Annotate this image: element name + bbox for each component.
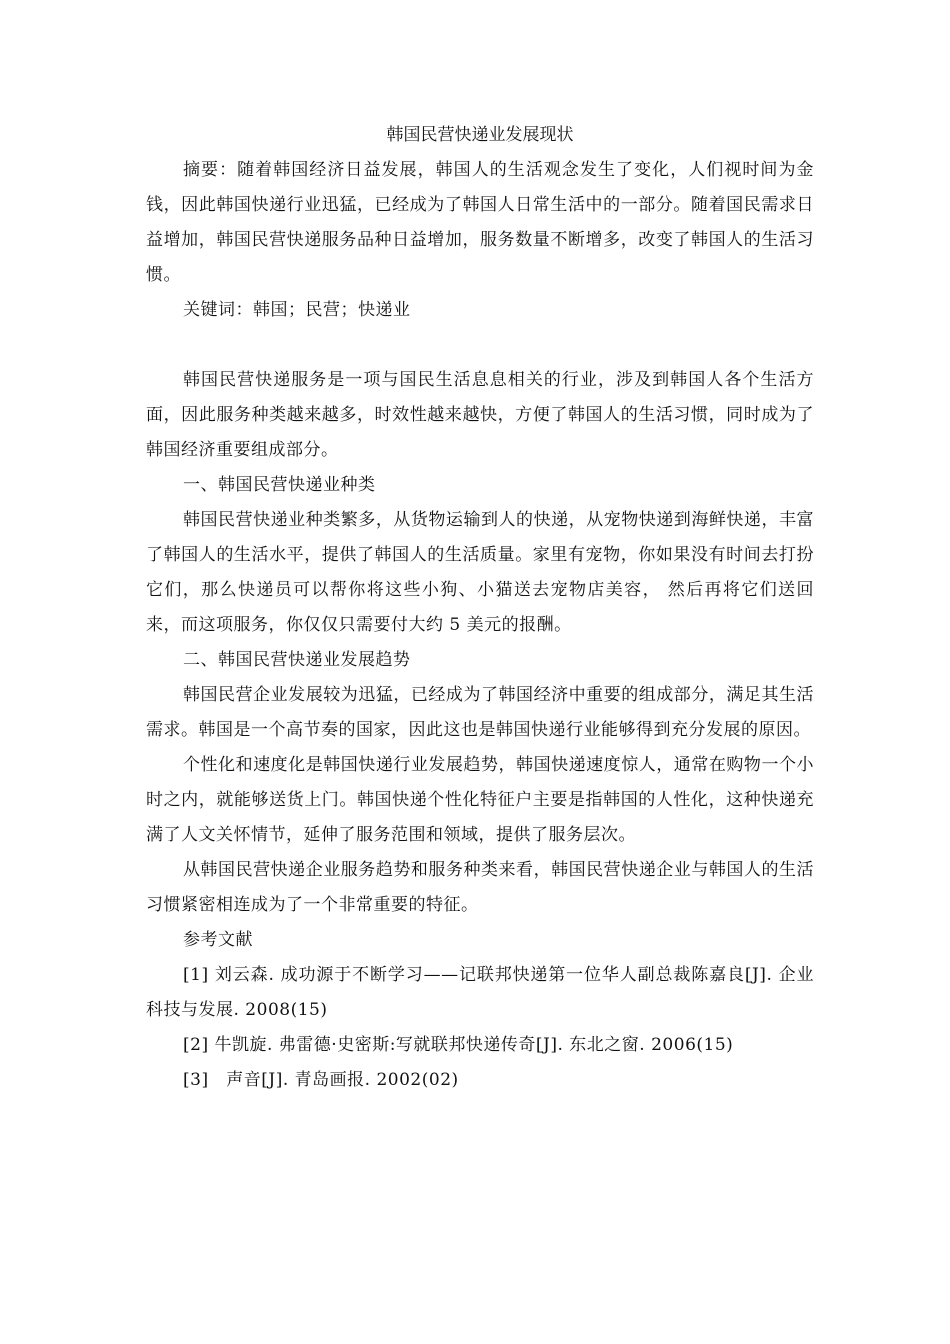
reference-item: [3] 声音[J]. 青岛画报. 2002(02): [183, 1070, 459, 1090]
section-trends-paragraph-1: 韩国民营企业发展较为迅猛，已经成为了韩国经济中重要的组成部分，满足其生活需求。韩国是一个高节奏的国家，因此这也是韩国快递行业能够得到充分发展的原因。: [146, 685, 814, 740]
section-heading-trends: 二、韩国民营快递业发展趋势: [183, 650, 411, 670]
references-heading: 参考文献: [183, 930, 253, 950]
intro-paragraph: 韩国民营快递服务是一项与国民生活息息相关的行业，涉及到韩国人各个生活方面，因此服务种类越来越多，时效性越来越快，方便了韩国人的生活习惯，同时成为了韩国经济重要组成部分。: [146, 370, 814, 460]
conclusion-paragraph: 从韩国民营快递企业服务趋势和服务种类来看，韩国民营快递企业与韩国人的生活习惯紧密相连成为了一个非常重要的特征。: [146, 860, 814, 915]
blank-line: [146, 328, 814, 363]
keywords-line: 关键词：韩国；民营；快递业: [183, 300, 411, 320]
document-page: [146, 118, 814, 1098]
document-title: 韩国民营快递业发展现状: [386, 125, 574, 145]
abstract-paragraph: 摘要：随着韩国经济日益发展，韩国人的生活观念发生了变化，人们视时间为金钱，因此韩国快递行业迅猛，已经成为了韩国人日常生活中的一部分。随着国民需求日益增加，韩国民营快递服务品种日益增加，服务数量不断增多，改变了韩国人的生活习惯。: [146, 160, 814, 285]
section-types-paragraph: 韩国民营快递业种类繁多，从货物运输到人的快递，从宠物快递到海鲜快递，丰富了韩国人的生活水平，提供了韩国人的生活质量。家里有宠物，你如果没有时间去打扮它们，那么快递员可以帮你将这些小狗、小猫送去宠物店美容， 然后再将它们送回来，而这项服务，你仅仅只需要付大约 5 美元的报酬。: [146, 510, 814, 635]
section-heading-types: 一、韩国民营快递业种类: [183, 475, 376, 495]
reference-item: [2] 牛凯旋. 弗雷德·史密斯:写就联邦快递传奇[J]. 东北之窗. 2006(15): [183, 1035, 734, 1055]
reference-item: [1] 刘云森. 成功源于不断学习——记联邦快递第一位华人副总裁陈嘉良[J]. 企业科技与发展. 2008(15): [146, 965, 814, 1020]
section-trends-paragraph-2: 个性化和速度化是韩国快递行业发展趋势，韩国快递速度惊人，通常在购物一个小时之内，就能够送货上门。韩国快递个性化特征户主要是指韩国的人性化，这种快递充满了人文关怀情节，延伸了服务范围和领域，提供了服务层次。: [146, 755, 814, 845]
